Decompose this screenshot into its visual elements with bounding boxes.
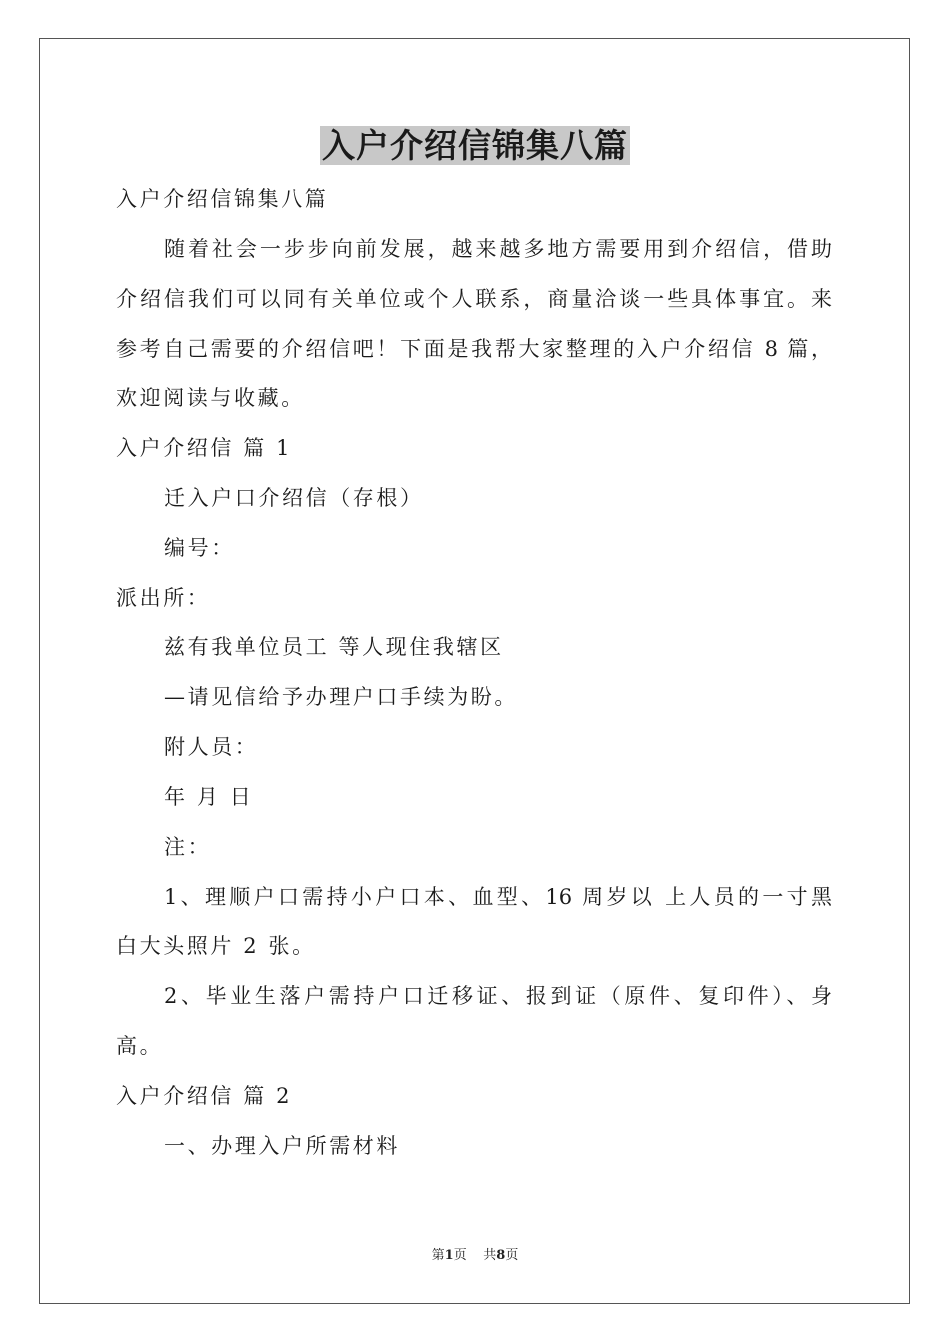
page-footer [0,1247,950,1265]
note1-line-1: 1、理顺户口需持小户口本、血型、16 周岁以 上人员的一寸黑 [164,885,832,909]
police-station-label: 派出所： [116,586,211,610]
intro-line-4: 欢迎阅读与收藏。 [116,386,305,410]
note-label: 注： [164,835,212,859]
page-border [39,38,910,1304]
intro-line-2: 介绍信我们可以同有关单位或个人联系，商量洽谈一些具体事宜。来 [116,287,832,311]
stub-title: 迁入户口介绍信（存根） [164,486,424,510]
attached-label: 附人员： [164,735,259,759]
intro-line-1: 随着社会一步步向前发展，越来越多地方需要用到介绍信，借助 [164,237,832,261]
number-label: 编号： [164,536,235,560]
note2-line-1: 2、毕业生落户需持户口迁移证、报到证（原件、复印件）、身 [164,984,832,1008]
body-line: 兹有我单位员工 等人现住我辖区 [164,635,504,659]
section1-heading: 入户介绍信 篇 1 [116,436,293,460]
document-subtitle: 入户介绍信锦集八篇 [116,187,329,211]
footer-total-pages: 8 [496,1248,506,1263]
intro-line-3: 参考自己需要的介绍信吧！下面是我帮大家整理的入户介绍信 8 篇， [116,337,832,361]
footer-page-prefix: 第 [431,1248,445,1263]
section2-item1: 一、办理入户所需材料 [164,1134,400,1158]
note2-line-2: 高。 [116,1034,164,1058]
note1-line-2: 白大头照片 2 张。 [116,934,316,958]
footer-current-page: 1 [444,1248,454,1263]
section2-heading: 入户介绍信 篇 2 [116,1084,293,1108]
footer-total-suffix: 页 [505,1248,519,1263]
date-line: 年 月 日 [164,785,254,809]
request-line: —请见信给予办理户口手续为盼。 [164,685,518,709]
document-title: 入户介绍信锦集八篇 [322,126,628,165]
footer-page-suffix: 页 [453,1248,467,1263]
footer-total-prefix: 共 [483,1248,497,1263]
